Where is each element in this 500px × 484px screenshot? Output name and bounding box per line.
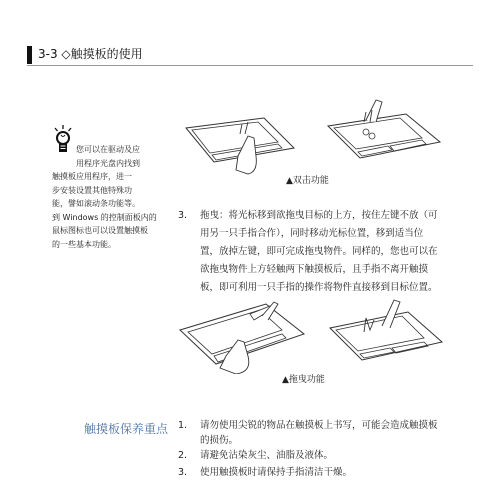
item-number: 2. — [178, 450, 188, 461]
double-click-caption: ▲双击功能 — [286, 176, 329, 186]
item-number: 3. — [178, 467, 188, 478]
drag-line: 欲拖曳物件上方轻触两下触摸板后，且手指不离开触摸 — [200, 264, 429, 275]
item-number: 3. — [178, 210, 188, 221]
tip-line: 鼠标图标也可以设置触摸板 — [52, 226, 148, 235]
tip-note — [52, 143, 160, 251]
header-divider — [27, 65, 473, 66]
item-number: 1. — [178, 420, 188, 431]
tip-line: 触摸板应用程序，进一 — [52, 172, 132, 181]
touchpad-drag-illustration-1 — [174, 294, 310, 374]
section-title: 3-3 ◇触摸板的使用 — [38, 47, 143, 61]
maintenance-item — [178, 447, 448, 465]
tip-line: 能，譬如滚动条功能等。 — [52, 199, 140, 208]
maintenance-line: 的损伤。 — [200, 435, 239, 446]
drag-line: 板，即可利用一只手指的操作将物件直接移到目标位置。 — [200, 282, 438, 293]
tip-line: 到 Windows 的控制面板内的 — [52, 212, 157, 222]
drag-line: 置，放掉左键，即可完成拖曳物件。同样的，您也可以在 — [200, 246, 438, 257]
touchpad-double-click-illustration-2 — [318, 98, 448, 168]
maintenance-item — [178, 464, 448, 482]
tip-line: 步安装设置其他特殊功 — [52, 185, 132, 195]
drag-caption: ▲拖曳功能 — [282, 375, 325, 385]
tip-line: 的一些基本功能。 — [52, 239, 116, 249]
section-marker — [27, 46, 32, 64]
touchpad-double-click-illustration-1 — [178, 108, 298, 176]
maintenance-line: 请勿使用尖锐的物品在触摸板上书写，可能会造成触摸板 — [200, 420, 438, 431]
maintenance-line: 使用触摸板时请保持手指清洁干燥。 — [200, 467, 353, 478]
drag-line: 用另一只手指合作），同时移动光标位置，移到适当位 — [200, 228, 424, 239]
maintenance-title: 触摸板保养重点 — [84, 422, 169, 436]
maintenance-line: 请避免沾染灰尘、油脂及液体。 — [200, 450, 334, 461]
tip-line: 用程序光盘内找到 — [76, 158, 140, 168]
drag-line: 拖曳：将光标移到欲拖曳目标的上方，按住左键不放（可 — [200, 210, 438, 221]
touchpad-drag-illustration-2 — [320, 298, 450, 370]
tip-line: 您可以在驱动及应 — [76, 145, 140, 154]
drag-instruction — [178, 207, 448, 302]
